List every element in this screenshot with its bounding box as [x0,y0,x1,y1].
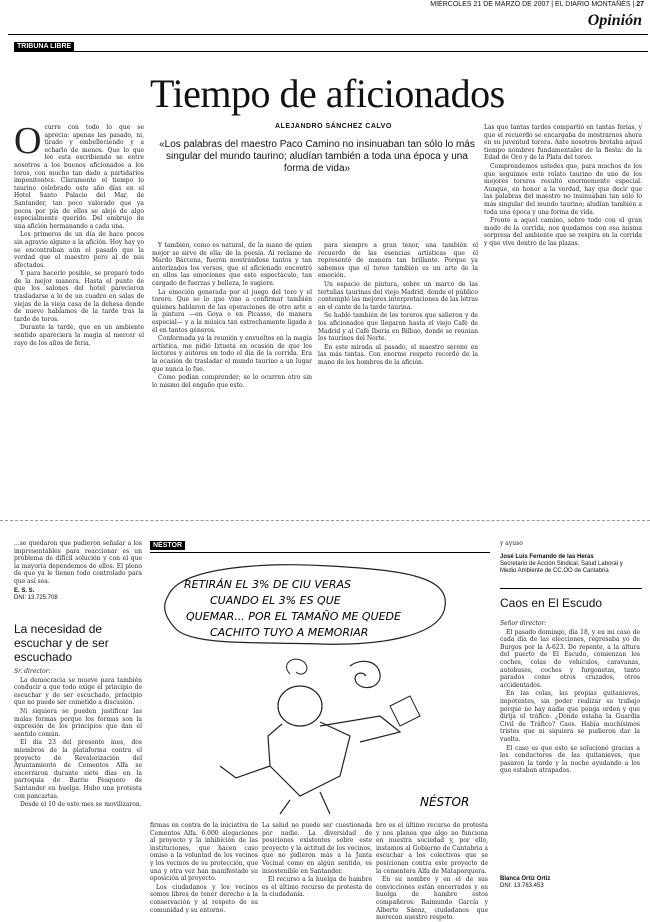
figure-arm [320,716,400,742]
greeting: Señor director: [500,620,547,627]
signature-name: José Luis Fernando de las Heras [500,554,594,560]
paragraph: ...se quedaron que pudieron señalar a los impresentables para reaccionar es un problema de difícil solución y con el que la mayoría dependemos de ellos. El pleno de que ya le tienen todo controlado para que así sea. [14,540,142,585]
paragraph: La emoción generada por el juego del toro y el torero. Que se lo que vino a confirmar también quienes hablaron de las operaciones de otro arte a la pintura —en Goya o en Picasso, de manera especial— y a la música tan estrechamente ligada a él en tantos géneros. [152,288,312,334]
paragraph: para siempre a gran tenor, una también el recuerdo de las esencias artísticas que él representó de manera tan brillante. Porque ya sabemos que el toreo también es un arte de la emoción. [318,242,478,280]
page-header [0,0,650,34]
paragraph: Durante la tarde, que en un ambiente sentido apareciera la magia al mercer el rayo de los años de feria. [14,324,144,347]
paragraph: Conformada ya la reunión y envueltos en la magia artística, me pidió Iztueta en ocasión de que los lectores y autores en todo el día de la corrida. Era la ocasión de trasladar el mundo taurino a un lugar que nunca lo fue. [152,335,312,373]
article-title: Tiempo de aficionados [150,71,505,116]
paper-icon [390,696,420,726]
signature-dni: DNI: 13.725.708 [14,595,58,601]
paragraph: Y también, como es natural, de la mano de quien mejor se sirve de ella: de la poesía. Al reclamo de Mardo Bárcena, fueron mostrándose tantos y tan autorizados los versos, que el aficionado encontró en ellos las emociones que este espectáculo, tan cargado de fuerzas y belleza, le sugiere. [152,242,312,287]
signature-dni: DNI: 13.763.453 [500,883,544,889]
paragraph: Comprendemos ustedes que, para muchos de los que seguimos este relato taurino de uno de los mejores toreros resultó enormemente especial. Aunque, en honor a la verdad, hay que decir que las palabras del maestro no insinuaban tan sólo lo más singular del mundo taurino; aludían también a toda una época y una forma de vida. [484,162,642,216]
article-column-3 [318,242,478,508]
pullquote: «Los palabras del maestro Paco Camino no insinuaban tan sólo lo más singular del mundo taurino; aludían también a toda una época y una forma de vida» [159,139,475,174]
cartoon-text-line: CUANDO EL 3% ES QUE [210,594,341,607]
signature-name: E. S. S. [14,588,35,594]
cartoon-text-line: RETIRÁN EL 3% DE CIU VERAS [184,578,351,591]
letter-body-5 [500,620,640,868]
swirl-icon [287,659,307,674]
article-author: ALEJANDRO SÁNCHEZ CALVO [275,123,392,130]
paragraph: Y para hacerlo posible, se preparó todo de la mejor manera. Hasta el punto de que los salones del hotel parecieron trasladarse a lo de un cuadro en salas de viejas de la vieja casa de la dehesa donde de nuevo habíamos de la tarde tras la tarde de toros. [14,270,144,323]
cartoon-illustration [150,556,490,818]
signature-role: Secretario de Acción Sindical, Salud Laboral y Medio Ambiente de CC.OO de Cantabria [500,561,623,574]
dateline-text: MIÉRCOLES 21 DE MARZO DE 2007 | EL DIARIO MONTAÑÉS | [430,1,635,8]
paragraph: Los primeros de un día de hace pocos sin agravio alguno a la afición. Hoy hay yo se encontraban aún el pasado que la verdad que el maestro pero al de mis afectados. [14,231,144,269]
cartoon-rule [150,552,490,553]
figure-legs [280,792,330,814]
article-column-4 [484,124,642,508]
letter-title: Caos en El Escudo [500,596,603,610]
letter-continuation-right [500,540,640,550]
letter-body-4 [376,822,488,922]
signature [14,588,58,602]
paragraph: Un espacio de pintura, sobre un marco de las tertulias taurinas del viejo Madrid, donde el público contempló las mejores interpretaciones de las letras en el cante de la tarde taurina. [318,280,478,311]
paragraph: Como podían comprender; se lo ocurren otro sin lo mismo del engaño que esto. [152,374,312,389]
paragraph: En su nombre y en el de sus convicciones están encerrados y en huelga de hambre estos compañeros: Raimundo García y Alberto Sáenz, ciudadanos que merecen nuestro respeto. [376,876,488,922]
paragraph: Ni siquiera se pueden justificar las malas formas porque los formas son la expresión de los principios que dan el sentido común. [14,707,142,738]
figure-arm [220,766,270,778]
paragraph: curre con todo lo que se aprecia: apenas las pasado, ni, tirado y embelleciendo y a echarlo de menos. Que lo que lee esta escribiendo se entre nosotros a los buenos aficionados a los toros, con mucho tan dado a partidarios impenitentes. Claramente el tiempo lo taurino celebrado este año días en el Hotel Santo Palacio del Mar, de Santander, tan poco valorado que ya pocos por pía de ellos se alejó de algo especialmente querido. Del embrujo de una afición hermanando a cada una. [14,124,144,230]
paragraph: Los ciudadanos y los vecinos somos libres de tener derecho a la conservación y al respeto de su comunidad y su entorno. [150,883,258,914]
letter-body [14,668,142,898]
letter-body-3 [262,822,372,900]
paragraph: Frente a aquel camino, sobre todo con el gran modo de la corrida, nos quedamos con esa misma sorpresa del ambiente que se respira en la corrida y que vive dentro de las plazas. [484,217,642,247]
dateline [0,0,650,10]
article-column-1 [14,120,144,508]
paragraph: El caso es que esto se solucionó gracias a los conductores de las quitanieves, que pasaron la tarde y la noche ayudando a los que estaban atrapados. [500,744,640,775]
letter-body-2 [150,822,258,914]
page-number: 27 [636,1,644,8]
figure-head [278,686,322,726]
paragraph: Desde el 10 de este mes se movilizaron. [20,801,142,809]
cartoon-tag: NÉSTOR [150,541,185,550]
paragraph: En las colas, las propias quitanieves, impotentes, sin poder realizar su trabajo porque no hay nadie que ponga orden y que dirija el tráfico. ¿Dónde estaba la Guardia Civil de Tráfico? Caos. Había muchísimos tristes que ni siquiera se pudieron dar la vuelta. [500,690,640,743]
dropcap: O [14,120,42,162]
cartoon-text-line: QUEMAR... POR EL TAMAÑO ME QUEDE [186,610,401,623]
signature [500,876,550,890]
divider [500,588,642,589]
letter-title: La necesidad de escuchar y de ser escuchado [14,622,109,664]
tag-rule [14,51,648,52]
paragraph: En este mirada al pasado, el maestro sereno en las más tantas. Con enorme respeto recordó de la mano de los hombres de la afición. [318,343,478,366]
paragraph: y ayuso [500,540,523,547]
paragraph: firmas en contra de la iniciativa de Cementos Alfa. 6.000 alegaciones al proyecto y la inhibición de las instituciones, que hacen caso omiso a la voluntad de los vecinos y los vecinos de su protección, que una y otra vez han manifestado su oposición al proyecto. [150,822,258,883]
paragraph: Las que tantas tardes compartió en tantas ferias, y que el recuerdo se encargaba de mostrarnos ahora en su juventud torera. Ante nosotros brotaba aquel tiempo nombres fundamentales de la fiesta: de la Edad de Oro y de la Plata del toreo. [484,124,642,162]
section-name: Opinión [587,12,642,29]
signature-name: Blanca Ortiz Ortiz [500,876,551,882]
header-rule [8,34,648,35]
paragraph: El día 23 del presente mes, dos miembros de la plataforma contra el proyecto de Revalorización del Ayuntamiento de Cementos Alfa se encerraron durante siete días en la parroquia de Barrio Pesquero de Santander en huelga. Hubo una protesta con pancartas. [14,739,142,800]
cartoon-signature: NÉSTOR [420,795,470,809]
article-column-2 [152,242,312,508]
greeting: Sr. director: [14,668,51,675]
paragraph: La democracia se mueve para también conducir a que todo exige el principio de escuchar y de ser escuchado, principio que no puede ser cometido a discusión. [14,676,142,707]
figure-body [268,722,350,796]
section-divider [0,520,650,521]
paragraph: Se habló también de los toreros que salieron y de los aficionados que llegaron hasta el viejo Café de Madrid y al Café Iberia en Bilbao, donde se reunían los taurinos del Norte. [318,312,478,343]
signature [500,554,640,575]
swirl-icon [350,661,380,687]
paragraph: La salud no puede ser cuestionada por nadie. La diversidad de posiciones existentes sobre este proyecto y la actitud de los vecinos, que no pidieron más a la Junta Vecinal como en algún sentido, es insostenible en Santander. [262,822,372,875]
paragraph: El recurso a la huelga de hambre es el último recurso de protesta de la ciudadanía. [262,876,372,899]
paragraph: bre es el último recurso de protesta y nos planea que algo no funciona en nuestra sociedad y, por ello, instamos al Gobierno de Cantabria a escuchar a los colectivos que se posicionan contra este proyecto de la cementera Alfa de Mataporquera. [376,822,488,875]
cartoon-text-line: CACHITO TUYO A MEMORIAR [210,626,369,639]
paragraph: El pasado domingo, día 18, y en mi caso de cada día de las elecciones, regresaba yo de Burgos por la A-623. De repente, a la altura del puerto de El Escudo, comienzan los coches, colas de vehículos, caravanas, autobuses, coches y furgonetas, tanto parados como otros cruzados, otros accidentados. [500,628,640,689]
section-tag: TRIBUNA LIBRE [14,42,74,51]
letter-continuation [14,540,142,586]
